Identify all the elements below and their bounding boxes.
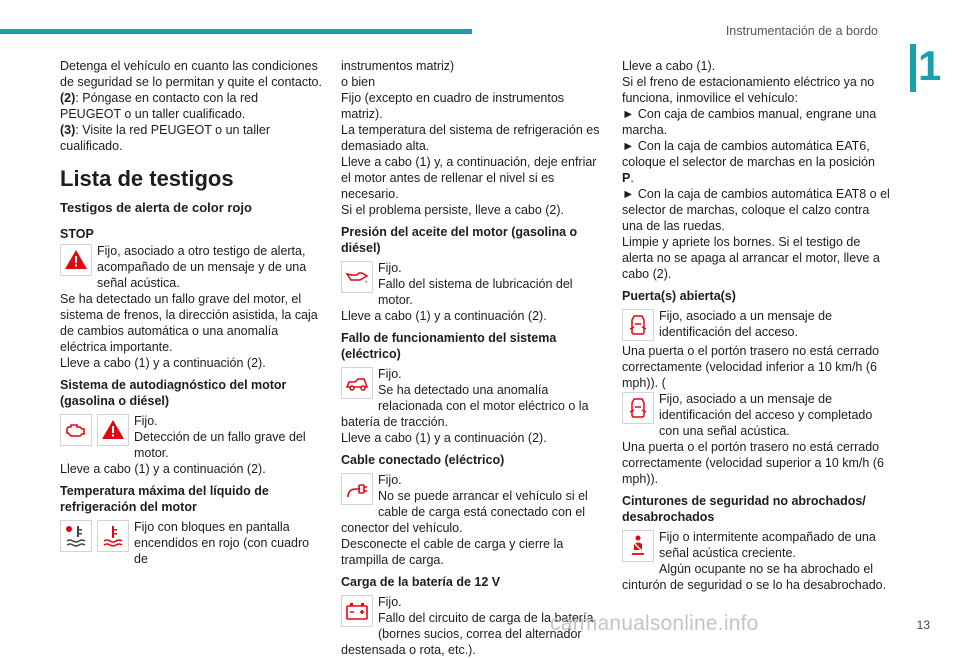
- column-2: [341, 58, 604, 658]
- cable-detail: No se puede arrancar el vehículo si el cable de carga está conectado con el conector del vehículo.: [341, 489, 588, 535]
- car-fault-icon: [341, 367, 373, 399]
- bullet-eat6: ► Con la caja de cambios automática EAT6, coloque el selector de marchas en la posición P.: [622, 139, 875, 185]
- oil-action: Lleve a cabo (1) y a continuación (2).: [341, 309, 547, 323]
- subsection-title: Testigos de alerta de color rojo: [60, 200, 252, 215]
- autodiag-detail: Detección de un fallo grave del motor.: [134, 430, 306, 460]
- temp-detail: La temperatura del sistema de refrigeración es demasiado alta.: [341, 123, 600, 153]
- chapter-marker: [910, 42, 942, 92]
- door1-detail: Una puerta o el portón trasero no está cerrado correctamente (velocidad inferior a 10 km/h (6 mph)). (: [622, 344, 880, 390]
- terminals-note: Limpie y apriete los bornes. Si el testigo de alerta no se apaga al arrancar el motor, lleve a cabo (2).: [622, 235, 880, 281]
- temp-persist: Si el problema persiste, lleve a cabo (2).: [341, 203, 565, 217]
- temp-fixed: Fijo (excepto en cuadro de instrumentos matriz).: [341, 91, 565, 121]
- coolant-temp-bars-icon: [60, 520, 92, 552]
- belt-detail: Algún ocupante no se ha abrochado el cinturón de seguridad o se lo ha desabrochado.: [622, 562, 887, 592]
- door2-text: Fijo, asociado a un mensaje de identificación del acceso y completado con una señal acústica.: [659, 392, 873, 438]
- parking-brake-note: Si el freno de estacionamiento eléctrico ya no funciona, inmovilice el vehículo:: [622, 75, 875, 105]
- bullet-manual: ► Con caja de cambios manual, engrane una marcha.: [622, 107, 877, 137]
- section-title: Lista de testigos: [60, 166, 234, 191]
- autodiag-fixed: Fijo.: [134, 414, 158, 428]
- func-fixed: Fijo.: [378, 367, 402, 381]
- bullet-eat8: ► Con la caja de cambios automática EAT8 o el selector de marchas, coloque el calzo contra una de las ruedas.: [622, 187, 890, 233]
- temp-title: Temperatura máxima del líquido de refrigeración del motor: [60, 484, 269, 514]
- temp-cont: instrumentos matriz): [341, 59, 455, 73]
- battery-title: Carga de la batería de 12 V: [341, 575, 501, 589]
- oil-pressure-icon: [341, 261, 373, 293]
- stop-warning-icon: [60, 244, 92, 276]
- temp-or: o bien: [341, 75, 376, 89]
- column-3: [622, 58, 890, 593]
- warning-triangle-icon: [97, 414, 129, 446]
- chapter-number: 1: [918, 42, 942, 89]
- charging-cable-icon: [341, 473, 373, 505]
- watermark: carmanualsonline.info: [550, 612, 759, 635]
- seatbelt-icon: [622, 530, 654, 562]
- header-accent-bar: [0, 29, 472, 34]
- func-action: Lleve a cabo (1) y a continuación (2).: [341, 431, 547, 445]
- cable-fixed: Fijo.: [378, 473, 402, 487]
- autodiag-action: Lleve a cabo (1) y a continuación (2).: [60, 462, 266, 476]
- temp-action: Lleve a cabo (1) y, a continuación, deje enfriar el motor antes de rellenar el nivel si es necesario.: [341, 155, 597, 201]
- door-title: Puerta(s) abierta(s): [622, 289, 736, 303]
- door-open-icon-2: [622, 392, 654, 424]
- door1-text: Fijo, asociado a un mensaje de identificación del acceso.: [659, 309, 833, 339]
- stop-text: Fijo, asociado a otro testigo de alerta, acompañado de un mensaje y de una señal acústica.: [97, 244, 307, 290]
- stop-detail: Se ha detectado un fallo grave del motor, el sistema de frenos, la dirección asistida, la caja de cambios automática o una anomalía eléctrica importante.: [60, 292, 318, 354]
- autodiag-title: Sistema de autodiagnóstico del motor (gasolina o diésel): [60, 378, 287, 408]
- engine-fault-icon: [60, 414, 92, 446]
- door-open-icon: [622, 309, 654, 341]
- column-1: [60, 58, 322, 567]
- page-header-title: Instrumentación de a bordo: [725, 24, 878, 38]
- stop-title: STOP: [60, 227, 94, 241]
- func-detail: Se ha detectado una anomalía relacionada con el motor eléctrico o la batería de tracción.: [341, 383, 589, 429]
- intro-text: Detenga el vehículo en cuanto las condiciones de seguridad se lo permitan y quite el contacto.: [60, 59, 322, 89]
- battery-detail: Fallo del circuito de carga de la batería (bornes sucios, correa del alternador destensada o rota, etc.).: [341, 611, 594, 657]
- note-3: (3): Visite la red PEUGEOT o un taller cualificado.: [60, 123, 271, 153]
- coolant-temp-icon: [97, 520, 129, 552]
- belt-title: Cinturones de seguridad no abrochados/ desabrochados: [622, 494, 866, 524]
- cable-title: Cable conectado (eléctrico): [341, 453, 505, 467]
- oil-fixed: Fijo.: [378, 261, 402, 275]
- battery-fixed: Fijo.: [378, 595, 402, 609]
- note-2: (2): Póngase en contacto con la red PEUGEOT o un taller cualificado.: [60, 91, 259, 121]
- door2-detail: Una puerta o el portón trasero no está cerrado correctamente (velocidad superior a 10 km/h (6 mph)).: [622, 440, 884, 486]
- stop-action: Lleve a cabo (1) y a continuación (2).: [60, 356, 266, 370]
- chapter-bar: [910, 44, 916, 92]
- func-title: Fallo de funcionamiento del sistema (eléctrico): [341, 331, 557, 361]
- cable-action: Desconecte el cable de carga y cierre la trampilla de carga.: [341, 537, 564, 567]
- battery-icon: [341, 595, 373, 627]
- page-number: 13: [916, 618, 930, 632]
- temp-text: Fijo con bloques en pantalla encendidos en rojo (con cuadro de: [134, 520, 310, 566]
- oil-detail: Fallo del sistema de lubricación del motor.: [378, 277, 573, 307]
- belt-text: Fijo o intermitente acompañado de una señal acústica creciente.: [659, 530, 876, 560]
- oil-title: Presión del aceite del motor (gasolina o diésel): [341, 225, 578, 255]
- battery-action: Lleve a cabo (1).: [622, 59, 716, 73]
